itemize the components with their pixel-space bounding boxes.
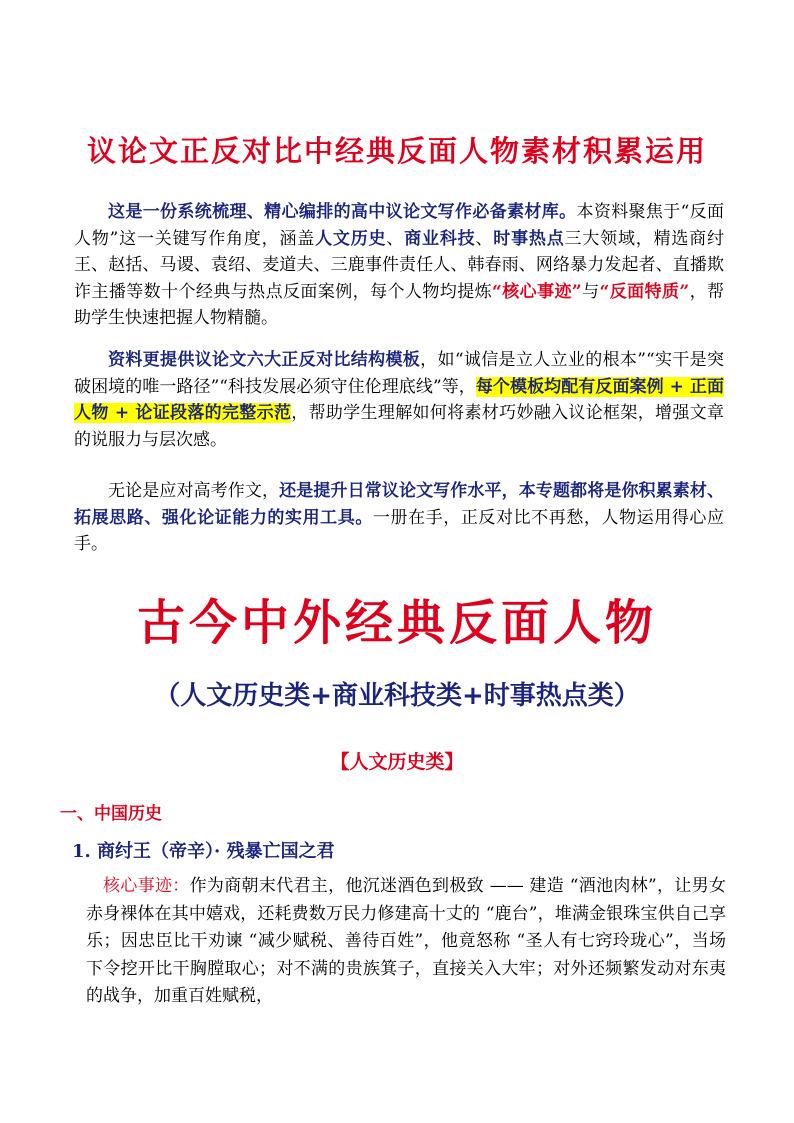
intro-text: 与 [581,281,600,302]
intro-text: ，帮助学生理解如何将素材巧妙融入议论框架，增强文章的说服力与层次感。 [74,403,724,450]
heading-king-zhou: 1. 商纣王（帝辛）· 残暴亡国之君 [72,841,335,862]
entry-core-deeds [86,873,726,1011]
document-title: 议论文正反对比中经典反面人物素材积累运用 [86,134,707,168]
intro-text: ，如“诚信是立人立业的根本”“实干是突破困境的唯一路径”“科技发展必须守住伦理底线”等， [74,350,725,397]
intro-paragraph-1 [74,199,724,332]
intro-text: 一册在手，正反对比不再愁，人物运用得心应手。 [74,507,725,554]
core-deeds-text: 作为商朝末代君主，他沉迷酒色到极致 —— 建造 “酒池肉林”，让男女赤身裸体在其中嬉戏，还耗费数万民力修建高十丈的 “鹿台”，堆满金银珠宝供自己享乐；因忠臣比干劝谏 “减少赋税、善待百姓”，他竟怒称 “圣人有七窍玲珑心”，当场下令挖开比干胸膛取心；对不满的贵族箕子，直接关入大牢；对外还频繁发动对东夷的战争，加重百姓赋税， [86,876,727,1006]
intro-text: 、 [475,228,494,249]
intro-text: 本资料聚焦于“反面人物”这一关键写作角度，涵盖 [74,202,725,249]
section-title: 古今中外经典反面人物 [136,595,657,651]
intro-text: 、 [386,228,405,249]
highlighted-text: 每个模板均配有反面案例 + 正面人物 + 论证段落的完整示范 [74,376,724,423]
intro-text: 无论是应对高考作文， [108,481,280,501]
keyword-humanities: 人文历史 [315,228,387,249]
emphasis-text: 还是提升日常议论文写作水平，本专题都将是你积累素材、拓展思路、强化论证能力的实用工具。 [74,481,725,528]
heading-chinese-history: 一、中国历史 [60,804,162,824]
core-deeds-label: 核心事迹： [103,876,190,896]
template-lead: 资料更提供议论文六大正反对比结构模板 [108,350,421,370]
keyword-negative-traits: “反面特质” [599,281,690,302]
category-title: 【人文历史类】 [330,751,464,773]
section-subtitle: （人文历史类+商业科技类+时事热点类） [154,681,640,711]
intro-paragraph-3 [74,478,724,558]
intro-lead-sentence: 这是一份系统梳理、精心编排的高中议论文写作必备素材库。 [108,202,577,222]
keyword-current-events: 时事热点 [493,228,565,249]
intro-text: 三大领域，精选商纣王、赵括、马谡、袁绍、麦道夫、三鹿事件责任人、韩春雨、网络暴力发起者、直播欺诈主播等数十个经典与热点反面案例，每个人物均提炼 [74,228,725,302]
keyword-business-tech: 商业科技 [404,228,476,249]
intro-text: ，帮助学生快速把握人物精髓。 [74,281,725,328]
intro-paragraph-2 [74,347,724,453]
keyword-core-deeds: “核心事迹” [492,281,582,302]
